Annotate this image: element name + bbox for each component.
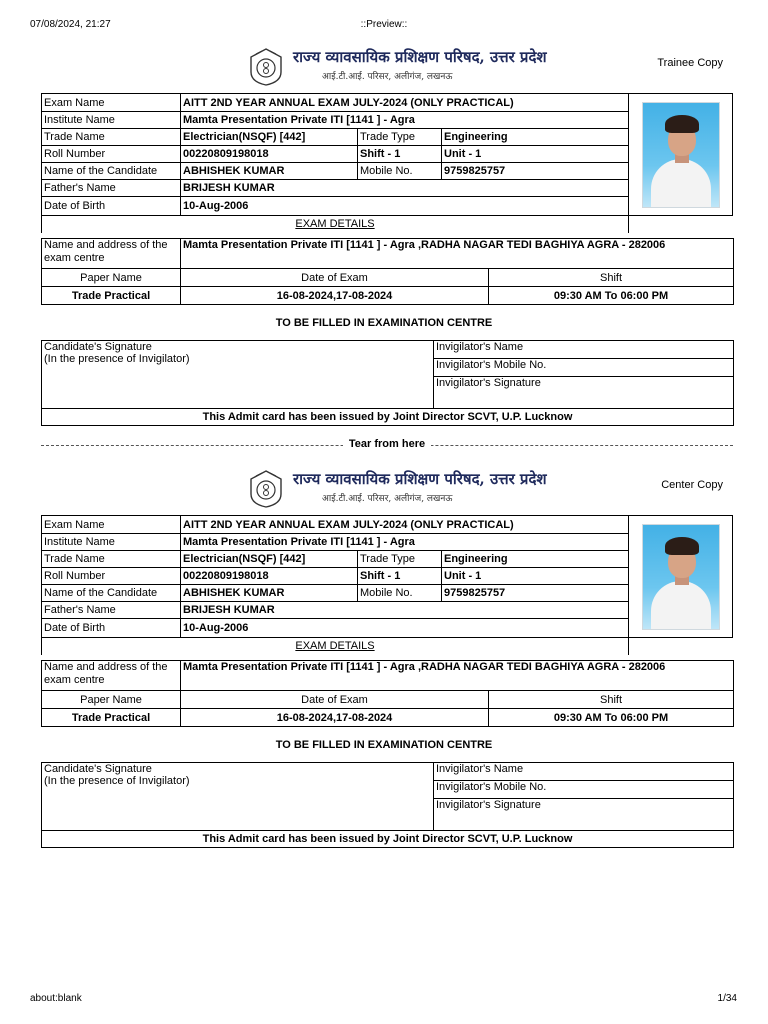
label-shift: Shift [489, 269, 734, 287]
label-exam-name: Exam Name [42, 94, 181, 112]
candidate-name-value: ABHISHEK KUMAR [181, 163, 358, 180]
shift-time-value: 09:30 AM To 06:00 PM [489, 287, 734, 305]
fathers-name-value: BRIJESH KUMAR [181, 180, 629, 197]
trade-type-value: Engineering [442, 129, 629, 146]
label-invigilator-signature: Invigilator's Signature [434, 377, 734, 409]
date-of-exam-value: 16-08-2024,17-08-2024 [181, 709, 489, 727]
fathers-name-value: BRIJESH KUMAR [181, 602, 629, 619]
center-copy-section [0, 462, 768, 882]
label-invigilator-name: Invigilator's Name [434, 763, 734, 781]
candidate-info-table [41, 515, 733, 655]
print-datetime: 07/08/2024, 21:27 [30, 19, 111, 30]
label-fathers-name: Father's Name [42, 602, 181, 619]
label-date-of-exam: Date of Exam [181, 269, 489, 287]
label-invigilator-mobile: Invigilator's Mobile No. [434, 359, 734, 377]
dob-value: 10-Aug-2006 [181, 197, 629, 216]
paper-name-value: Trade Practical [42, 287, 181, 305]
candidate-info-table [41, 93, 733, 233]
label-invigilator-name: Invigilator's Name [434, 341, 734, 359]
shift-value: Shift - 1 [358, 568, 442, 585]
candidate-photo [642, 102, 720, 208]
issued-by: This Admit card has been issued by Joint Director SCVT, U.P. Lucknow [42, 831, 734, 848]
trade-name-value: Electrician(NSQF) [442] [181, 129, 358, 146]
org-address: आई.टी.आई. परिसर, अलीगंज, लखनऊ [322, 72, 453, 82]
print-title: ::Preview:: [360, 19, 408, 30]
candidate-signature-box [42, 341, 434, 409]
label-invigilator-signature: Invigilator's Signature [434, 799, 734, 831]
institute-name-value: Mamta Presentation Private ITI [1141 ] - Agra [181, 534, 629, 551]
exam-details-table [41, 660, 734, 727]
label-candidate-name: Name of the Candidate [42, 585, 181, 602]
label-candidate-signature: Candidate's Signature [44, 341, 152, 353]
tear-label: Tear from here [343, 438, 431, 450]
label-candidate-name: Name of the Candidate [42, 163, 181, 180]
tear-line [41, 438, 733, 452]
label-trade-name: Trade Name [42, 551, 181, 568]
fill-title: TO BE FILLED IN EXAMINATION CENTRE [275, 317, 493, 329]
label-mobile-no: Mobile No. [358, 163, 442, 180]
label-roll-number: Roll Number [42, 146, 181, 163]
shift-value: Shift - 1 [358, 146, 442, 163]
centre-address-value: Mamta Presentation Private ITI [1141 ] - Agra ,RADHA NAGAR TEDI BAGHIYA AGRA - 282006 [181, 239, 734, 269]
scvt-emblem-icon [248, 470, 284, 508]
label-date-of-exam: Date of Exam [181, 691, 489, 709]
scvt-emblem-icon [248, 48, 284, 86]
label-invigilator-mobile: Invigilator's Mobile No. [434, 781, 734, 799]
label-institute-name: Institute Name [42, 534, 181, 551]
label-roll-number: Roll Number [42, 568, 181, 585]
label-fathers-name: Father's Name [42, 180, 181, 197]
label-candidate-signature: Candidate's Signature [44, 763, 152, 775]
exam-details-table [41, 238, 734, 305]
exam-details-heading: EXAM DETAILS [42, 216, 629, 233]
photo-cell [629, 516, 733, 638]
trade-name-value: Electrician(NSQF) [442] [181, 551, 358, 568]
centre-address-value: Mamta Presentation Private ITI [1141 ] - Agra ,RADHA NAGAR TEDI BAGHIYA AGRA - 282006 [181, 661, 734, 691]
candidate-photo [642, 524, 720, 630]
institute-name-value: Mamta Presentation Private ITI [1141 ] - Agra [181, 112, 629, 129]
copy-label: Trainee Copy [657, 57, 723, 69]
photo-cell [629, 94, 733, 216]
roll-number-value: 00220809198018 [181, 568, 358, 585]
mobile-no-value: 9759825757 [442, 585, 629, 602]
label-dob: Date of Birth [42, 197, 181, 216]
exam-details-heading: EXAM DETAILS [42, 638, 629, 655]
roll-number-value: 00220809198018 [181, 146, 358, 163]
unit-value: Unit - 1 [442, 146, 629, 163]
page-number: 1/34 [717, 993, 737, 1004]
date-of-exam-value: 16-08-2024,17-08-2024 [181, 287, 489, 305]
label-centre-address: Name and address of the exam centre [42, 661, 181, 691]
label-shift: Shift [489, 691, 734, 709]
candidate-signature-box [42, 763, 434, 831]
label-mobile-no: Mobile No. [358, 585, 442, 602]
print-url: about:blank [30, 993, 82, 1004]
exam-name-value: AITT 2ND YEAR ANNUAL EXAM JULY-2024 (ONLY PRACTICAL) [181, 516, 629, 534]
shift-time-value: 09:30 AM To 06:00 PM [489, 709, 734, 727]
label-exam-name: Exam Name [42, 516, 181, 534]
fill-title: TO BE FILLED IN EXAMINATION CENTRE [275, 739, 493, 751]
dob-value: 10-Aug-2006 [181, 619, 629, 638]
signature-table [41, 340, 734, 426]
unit-value: Unit - 1 [442, 568, 629, 585]
signature-table [41, 762, 734, 848]
copy-label: Center Copy [661, 479, 723, 491]
label-centre-address: Name and address of the exam centre [42, 239, 181, 269]
exam-name-value: AITT 2ND YEAR ANNUAL EXAM JULY-2024 (ONLY PRACTICAL) [181, 94, 629, 112]
label-institute-name: Institute Name [42, 112, 181, 129]
mobile-no-value: 9759825757 [442, 163, 629, 180]
label-paper-name: Paper Name [42, 269, 181, 287]
paper-name-value: Trade Practical [42, 709, 181, 727]
org-name: राज्य व्यावसायिक प्रशिक्षण परिषद, उत्तर प्रदेश [293, 470, 547, 488]
org-address: आई.टी.आई. परिसर, अलीगंज, लखनऊ [322, 494, 453, 504]
label-in-presence: (In the presence of Invigilator) [44, 775, 190, 787]
label-paper-name: Paper Name [42, 691, 181, 709]
label-trade-type: Trade Type [358, 551, 442, 568]
candidate-name-value: ABHISHEK KUMAR [181, 585, 358, 602]
trainee-copy-section [0, 40, 768, 460]
issued-by: This Admit card has been issued by Joint Director SCVT, U.P. Lucknow [42, 409, 734, 426]
label-trade-name: Trade Name [42, 129, 181, 146]
label-dob: Date of Birth [42, 619, 181, 638]
label-in-presence: (In the presence of Invigilator) [44, 353, 190, 365]
org-name: राज्य व्यावसायिक प्रशिक्षण परिषद, उत्तर प्रदेश [293, 48, 547, 66]
trade-type-value: Engineering [442, 551, 629, 568]
label-trade-type: Trade Type [358, 129, 442, 146]
